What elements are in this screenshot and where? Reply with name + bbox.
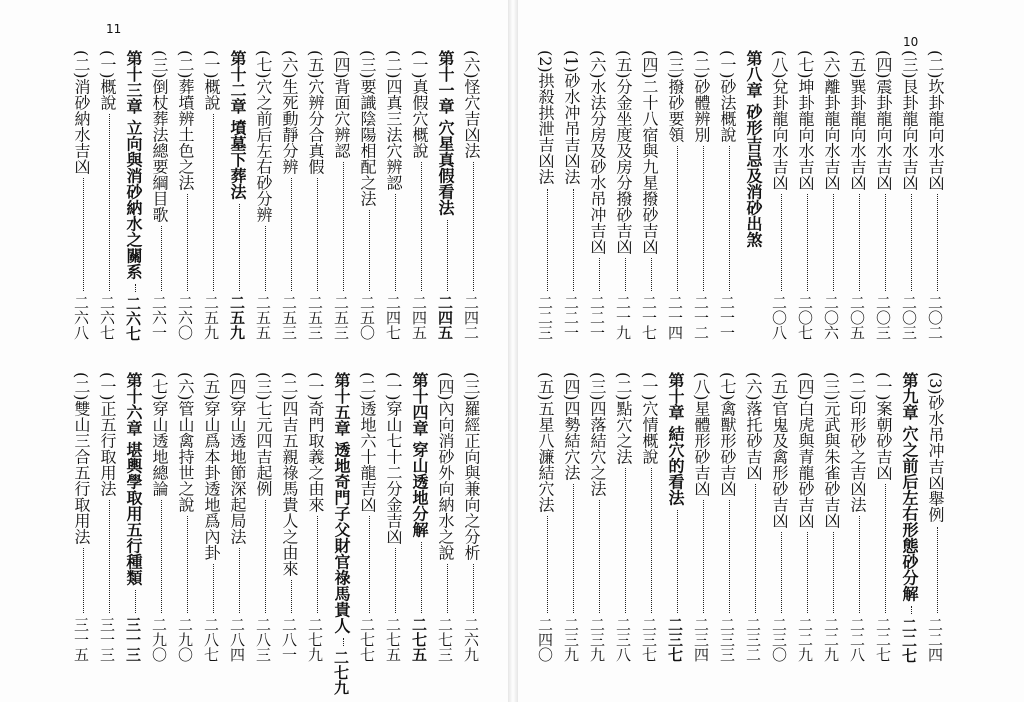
toc-entry (406, 50, 432, 340)
toc-leader-dots (68, 178, 84, 291)
toc-entry (714, 372, 740, 662)
toc-entry-title: 第十章 結穴的看法 (666, 372, 685, 506)
toc-leader-dots (198, 114, 214, 291)
toc-entry-title: 第十三章 立向與消砂納水之關系 (124, 50, 143, 280)
toc-entry-title: (二)消砂納水吉凶 (72, 50, 91, 175)
toc-entry (172, 372, 198, 662)
toc-leader-dots (250, 500, 266, 613)
toc-leader-dots (120, 284, 136, 292)
toc-entry-title: (四)內向消砂外向納水之說 (436, 372, 455, 561)
toc-leader-dots (94, 500, 110, 613)
toc-chapter-heading (120, 50, 146, 340)
toc-entry (688, 372, 714, 662)
toc-entry-page: 二七九 (332, 649, 350, 695)
toc-entry-title: (五)分金坐度及房分撥砂吉凶 (614, 50, 633, 255)
toc-entry (250, 372, 276, 662)
toc-leader-dots (714, 146, 730, 291)
toc-entry (714, 50, 740, 340)
toc-entry-title: (一)案朝砂吉凶 (874, 372, 893, 481)
toc-leader-dots (740, 484, 756, 613)
toc-entry-page: 二四二 (462, 295, 480, 340)
toc-entry (844, 50, 870, 340)
toc-entry-page: 二二七 (900, 617, 918, 663)
toc-leader-dots (610, 258, 626, 291)
toc-entry (458, 372, 484, 662)
toc-entry-page: 二〇六 (822, 295, 840, 340)
toc-leader-dots (584, 258, 600, 291)
toc-entry-page: 二三八 (614, 617, 632, 662)
toc-chapter-heading (120, 372, 146, 662)
toc-entry-title: (六)怪穴吉凶法 (462, 50, 481, 159)
toc-entry-page: 二九〇 (176, 617, 194, 662)
toc-leader-dots (818, 532, 834, 613)
toc-entry (94, 372, 120, 662)
toc-leader-dots (662, 510, 678, 613)
toc-entry (68, 50, 94, 340)
toc-entry-page: 二二七 (874, 617, 892, 662)
toc-entry (198, 372, 224, 662)
toc-entry-page: 二三七 (666, 617, 684, 662)
toc-entry-page: 二五三 (332, 295, 350, 340)
toc-entry-page: 二〇八 (770, 295, 788, 340)
toc-entry (688, 50, 714, 340)
toc-entry-page: 二一九 (614, 295, 632, 340)
toc-leader-dots (94, 114, 110, 291)
toc-entry-page: 二〇三 (900, 295, 918, 340)
toc-entry-title: 第十二章 墳墓下葬法 (228, 50, 247, 200)
toc-entry (922, 372, 948, 662)
toc-leader-dots (406, 542, 422, 613)
toc-entry-page: 二五九 (228, 295, 246, 340)
toc-entry-page: 二七三 (436, 617, 454, 662)
toc-entry-title: (二)點穴之法 (614, 372, 633, 465)
toc-entry-page: 二四七 (384, 295, 402, 340)
toc-entry-title: (3)砂水吊冲吉凶舉例 (926, 372, 945, 523)
toc-leader-dots (458, 564, 474, 613)
toc-entry-page: 二一四 (666, 295, 684, 340)
toc-entry-title: 第十四章 穿山透地分解 (410, 372, 429, 538)
toc-entry-title: (二)葬墳辨土色之法 (176, 50, 195, 191)
toc-leader-dots (532, 189, 548, 291)
toc-entry-page: 二二三 (536, 295, 554, 340)
toc-entry (558, 372, 584, 662)
toc-entry-title: (二)四真三法穴辨認 (384, 50, 403, 191)
toc-entry-title: (五)五星八濂結穴法 (536, 372, 555, 513)
toc-leader-dots (558, 484, 574, 613)
toc-leader-dots (146, 226, 162, 291)
toc-entry-title: (一)概說 (98, 50, 117, 111)
toc-chapter-heading (224, 50, 250, 340)
page-number-left: 11 (106, 22, 122, 36)
toc-leader-dots (896, 606, 912, 614)
toc-entry (198, 50, 224, 340)
toc-entry (172, 50, 198, 340)
toc-left-bottom (68, 372, 484, 695)
toc-entry-title: 第十五章 透地奇門子父財官祿馬貴人 (332, 372, 351, 634)
toc-entry-title: (二)透地六十龍吉凶 (358, 372, 377, 513)
toc-entry (328, 50, 354, 340)
toc-entry (792, 372, 818, 662)
toc-entry-page: 二五九 (202, 295, 220, 340)
toc-leader-dots (870, 484, 886, 613)
toc-leader-dots (558, 189, 574, 291)
toc-leader-dots (922, 527, 938, 613)
toc-leader-dots (458, 162, 474, 291)
toc-leader-dots (844, 516, 860, 613)
toc-entry (740, 372, 766, 662)
toc-leader-dots (380, 548, 396, 613)
toc-entry-title: 第十六章 堪輿學取用五行種類 (124, 372, 143, 586)
toc-entry-title: (六)管山禽持世之說 (176, 372, 195, 513)
toc-entry-title: (一)穴情概說 (640, 372, 659, 465)
toc-entry (636, 50, 662, 340)
toc-entry (610, 372, 636, 662)
toc-entry-title: (八)兌卦龍向水吉凶 (770, 50, 789, 191)
toc-entry (870, 50, 896, 340)
toc-entry-title: (二)四吉五親祿馬貴人之由來 (280, 372, 299, 577)
page-number-right: 10 (903, 35, 919, 49)
toc-entry-title: (三)要識陰陽相配之法 (358, 50, 377, 207)
toc-leader-dots (198, 564, 214, 613)
toc-leader-dots (766, 194, 782, 291)
toc-entry-title: (八)星體形砂吉凶 (692, 372, 711, 497)
toc-leader-dots (636, 468, 652, 613)
toc-entry (818, 50, 844, 340)
toc-entry (896, 50, 922, 340)
toc-entry-page: 三一三 (124, 617, 142, 662)
toc-entry-page: 二〇三 (874, 295, 892, 340)
toc-leader-dots (354, 516, 370, 613)
toc-leader-dots (354, 210, 370, 291)
toc-entry-title: (四)白虎與青龍砂吉凶 (796, 372, 815, 529)
toc-entry (922, 50, 948, 340)
toc-entry-page: 二四〇 (536, 617, 554, 662)
toc-entry-page: 二七五 (384, 617, 402, 662)
toc-leader-dots (328, 162, 344, 291)
toc-entry-title: 第九章 穴之前后左右形態砂分解 (900, 372, 919, 602)
toc-leader-dots (818, 194, 834, 291)
toc-entry-title: (五)官鬼及禽形砂吉凶 (770, 372, 789, 529)
toc-entry-title: (一)真假穴概說 (410, 50, 429, 159)
toc-leader-dots (636, 258, 652, 291)
toc-chapter-heading (662, 372, 688, 662)
toc-entry-title: (七)禽獸形砂吉凶 (718, 372, 737, 497)
toc-entry-title: (三)羅經正向與兼向之分析 (462, 372, 481, 561)
toc-leader-dots (792, 532, 808, 613)
toc-right-top (532, 50, 948, 340)
toc-leader-dots (792, 194, 808, 291)
toc-entry-title: (三)七元四吉起例 (254, 372, 273, 497)
toc-entry (380, 372, 406, 662)
toc-chapter-heading (432, 50, 458, 340)
toc-entry-title: (二)坎卦龍向水吉凶 (926, 50, 945, 191)
toc-entry-title: (七)坤卦龍向水吉凶 (796, 50, 815, 191)
toc-entry-page: 二七九 (306, 617, 324, 662)
toc-entry (302, 372, 328, 662)
toc-entry-title: (四)震卦龍向水吉凶 (874, 50, 893, 191)
toc-leader-dots (610, 468, 626, 613)
book-gutter (508, 0, 518, 702)
toc-entry-page: 二四五 (436, 295, 454, 340)
toc-entry (532, 372, 558, 662)
toc-leader-dots (276, 580, 292, 613)
toc-entry-title: (二)印形砂之吉凶法 (848, 372, 867, 513)
toc-entry-page: 二八四 (228, 617, 246, 662)
toc-leader-dots (432, 220, 448, 291)
toc-entry-title: (四)二十八宿與九星撥砂吉凶 (640, 50, 659, 255)
toc-leader-dots (172, 516, 188, 613)
toc-entry-title: (三)艮卦龍向水吉凶 (900, 50, 919, 191)
toc-entry (224, 372, 250, 662)
toc-entry (792, 50, 818, 340)
toc-leader-dots (870, 194, 886, 291)
toc-entry-page: 二四五 (410, 295, 428, 340)
toc-entry-page: 二三九 (562, 617, 580, 662)
toc-entry (636, 372, 662, 662)
toc-leader-dots (432, 564, 448, 613)
toc-chapter-heading (328, 372, 354, 695)
toc-entry (94, 50, 120, 340)
toc-entry-page: 二六七 (124, 295, 142, 341)
toc-entry-page: 二五五 (254, 295, 272, 340)
toc-entry-title: (五)穿山爲本卦透地爲內卦 (202, 372, 221, 561)
toc-entry-page: 二三四 (692, 617, 710, 662)
toc-entry-page: 二八七 (202, 617, 220, 662)
toc-entry-page: 二二九 (822, 617, 840, 662)
toc-chapter-heading (406, 372, 432, 662)
toc-entry (458, 50, 484, 340)
toc-entry (662, 50, 688, 340)
toc-entry-title: (一)砂法概說 (718, 50, 737, 143)
toc-entry-page: 二二四 (926, 617, 944, 662)
toc-entry-page: 二六八 (72, 295, 90, 340)
toc-entry (532, 50, 558, 340)
toc-leader-dots (688, 146, 704, 291)
toc-entry-title: (三)四落結穴之法 (588, 372, 607, 497)
toc-entry-page: 二一二 (692, 295, 710, 340)
toc-entry-page: 二三〇 (770, 617, 788, 662)
toc-entry-page: 二三九 (588, 617, 606, 662)
toc-entry-title: (一)正五行取用法 (98, 372, 117, 497)
toc-leader-dots (328, 638, 344, 646)
toc-entry-page: 二二九 (796, 617, 814, 662)
toc-entry-title: (三)元武與朱雀砂吉凶 (822, 372, 841, 529)
toc-entry-title: (四)穿山透地節深起局法 (228, 372, 247, 545)
toc-entry (818, 372, 844, 662)
toc-entry (558, 50, 584, 340)
toc-entry (432, 372, 458, 662)
toc-entry (250, 50, 276, 340)
toc-leader-dots (896, 194, 912, 291)
toc-entry (766, 372, 792, 662)
toc-leader-dots (224, 204, 240, 291)
toc-entry-title: (六)水法分房及砂水吊冲吉凶 (588, 50, 607, 255)
toc-entry-title: (二)砂體辨別 (692, 50, 711, 143)
toc-entry-title: (七)穿山透地總論 (150, 372, 169, 497)
toc-entry-title: (四)背面穴辨認 (332, 50, 351, 159)
toc-entry-page: 二二八 (848, 617, 866, 662)
toc-entry-page: 二二一 (588, 295, 606, 340)
toc-leader-dots (380, 194, 396, 291)
toc-entry-title: (六)生死動靜分辨 (280, 50, 299, 175)
toc-entry (302, 50, 328, 340)
toc-entry-page: 二一一 (718, 295, 736, 340)
toc-leader-dots (250, 226, 266, 291)
toc-entry-page: 二三二 (744, 617, 762, 662)
toc-entry-title: (一)穿山七十二分金吉凶 (384, 372, 403, 545)
toc-entry-title: (六)落托砂吉凶 (744, 372, 763, 481)
toc-entry-page: 二〇二 (926, 295, 944, 340)
toc-entry-page: 二六一 (150, 295, 168, 340)
toc-entry (146, 50, 172, 340)
toc-entry (354, 372, 380, 662)
toc-entry-page: 二二一 (562, 295, 580, 340)
toc-leader-dots (146, 500, 162, 613)
toc-leader-dots (922, 194, 938, 291)
toc-entry-title: (六)離卦龍向水吉凶 (822, 50, 841, 191)
toc-right-bottom (532, 372, 948, 662)
toc-entry (584, 372, 610, 662)
toc-leader-dots (406, 162, 422, 291)
toc-entry-title: 第八章 砂形吉忌及消砂出煞 (744, 50, 763, 248)
toc-leader-dots (120, 590, 136, 613)
toc-entry (146, 372, 172, 662)
toc-leader-dots (688, 500, 704, 613)
toc-entry (870, 372, 896, 662)
toc-entry-page: 二六〇 (176, 295, 194, 340)
toc-leader-dots (224, 548, 240, 613)
toc-entry-title: (四)四勢結穴法 (562, 372, 581, 481)
toc-leader-dots (302, 178, 318, 291)
toc-entry-page: 二五〇 (358, 295, 376, 340)
toc-leader-dots (302, 516, 318, 613)
toc-entry-title: (1)砂水冲吊吉凶法 (562, 50, 581, 185)
toc-entry-page: 二八一 (280, 617, 298, 662)
toc-entry (584, 50, 610, 340)
toc-entry-page: 二三七 (640, 617, 658, 662)
toc-entry-title: 第十一章 穴星真假看法 (436, 50, 455, 216)
toc-entry-title: (一)奇門取義之由來 (306, 372, 325, 513)
toc-entry-title: (2)拱殺拱泄吉凶法 (536, 50, 555, 185)
toc-left-top (68, 50, 484, 340)
toc-entry-title: (三)倒杖葬法總要綱目歌 (150, 50, 169, 223)
toc-entry-page: 二九〇 (150, 617, 168, 662)
toc-entry-title: (一)概說 (202, 50, 221, 111)
toc-entry (276, 372, 302, 662)
toc-entry-title: (二)雙山三合五行取用法 (72, 372, 91, 545)
toc-entry-page: 二八三 (254, 617, 272, 662)
toc-leader-dots (714, 500, 730, 613)
toc-entry (844, 372, 870, 662)
toc-entry-page: 二五三 (280, 295, 298, 340)
toc-leader-dots (68, 548, 84, 613)
toc-entry-title: (五)巽卦龍向水吉凶 (848, 50, 867, 191)
toc-entry-page: 二六七 (98, 295, 116, 340)
toc-entry-title: (五)穴辨分合真假 (306, 50, 325, 175)
toc-entry-page: 二〇七 (796, 295, 814, 340)
toc-entry (766, 50, 792, 340)
toc-leader-dots (532, 516, 548, 613)
toc-entry-page: 二五三 (306, 295, 324, 340)
toc-leader-dots (584, 500, 600, 613)
toc-entry-page: 二〇五 (848, 295, 866, 340)
toc-entry-page: 二一七 (640, 295, 658, 340)
toc-leader-dots (172, 194, 188, 291)
toc-entry (380, 50, 406, 340)
toc-entry-page: 三一三 (98, 617, 116, 662)
toc-chapter-heading (896, 372, 922, 662)
toc-entry-page: 二七七 (358, 617, 376, 662)
toc-entry (68, 372, 94, 662)
toc-entry-page: 三一五 (72, 617, 90, 662)
toc-entry (610, 50, 636, 340)
toc-leader-dots (766, 532, 782, 613)
toc-leader-dots (276, 178, 292, 291)
toc-leader-dots (844, 194, 860, 291)
toc-leader-dots (662, 146, 678, 291)
toc-entry-page: 二三三 (718, 617, 736, 662)
toc-entry (354, 50, 380, 340)
toc-entry-title: (三)撥砂要領 (666, 50, 685, 143)
toc-entry-page: 二七五 (410, 617, 428, 662)
toc-chapter-heading (740, 50, 766, 340)
toc-entry (276, 50, 302, 340)
toc-entry-title: (七)穴之前后左右砂分辨 (254, 50, 273, 223)
toc-entry-page: 二六九 (462, 617, 480, 662)
